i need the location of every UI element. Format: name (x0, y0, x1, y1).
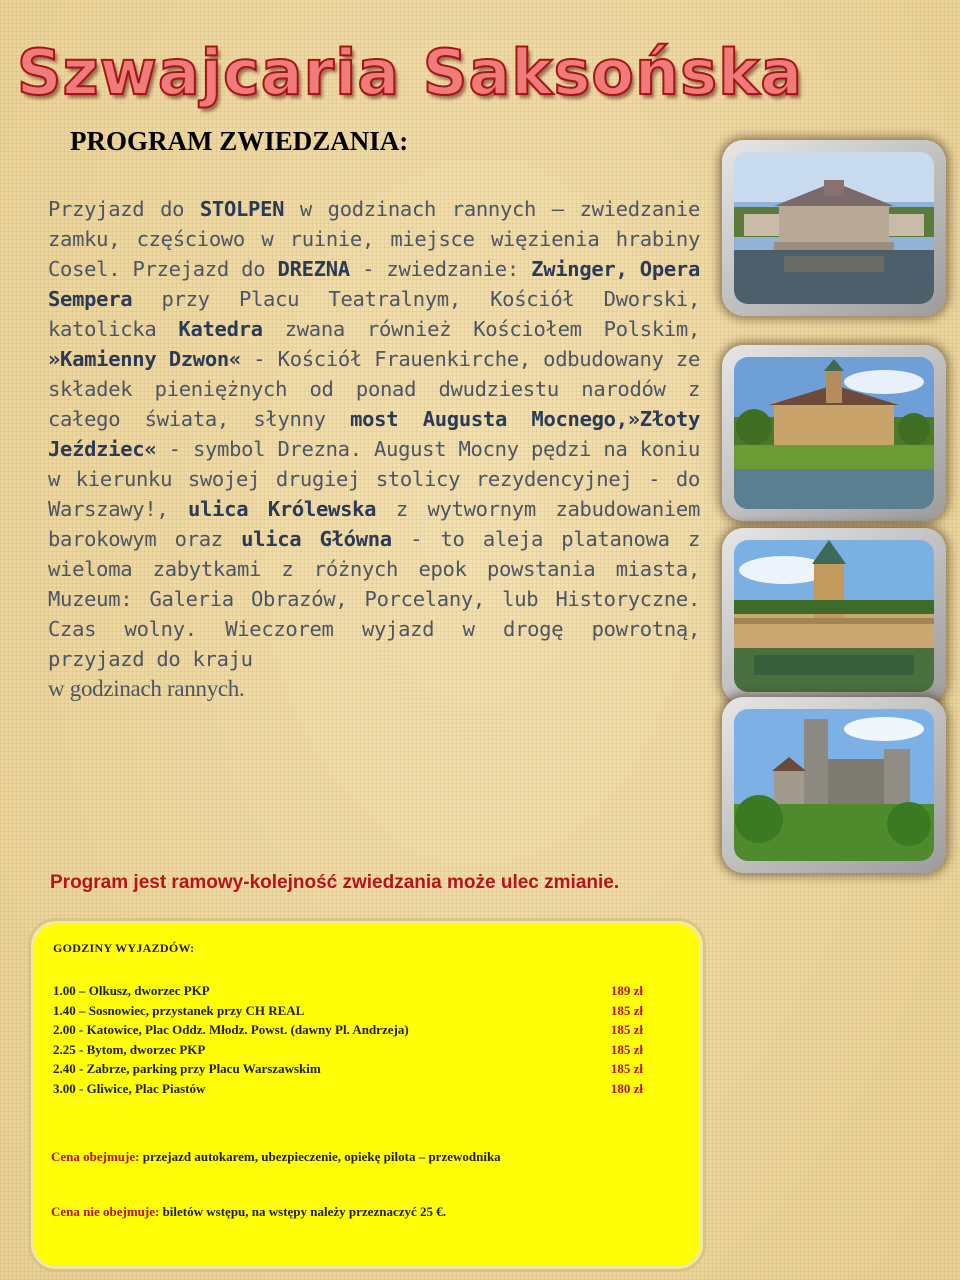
program-text: z wytwornym zabudowaniem barokowym oraz (48, 497, 700, 551)
program-text: - zwiedzanie: (349, 257, 532, 281)
price-includes (51, 1149, 501, 1165)
program-text: Przyjazd do (48, 197, 200, 221)
departure-price: 180 zł (610, 1081, 643, 1096)
departure-price: 185 zł (610, 1022, 643, 1037)
departure-label: 2.25 - Bytom, dworzec PKP (53, 1042, 206, 1057)
departure-row (53, 1061, 643, 1079)
program-text: - to aleja platanowa z wieloma zabytkami z różnych epok powstania miasta, Muzeum: Galeria Obrazów, Porcelany, lub Historyczne. Czas wolny. Wieczorem wyjazd w drogę powrotną, przyjazd do kraju (48, 527, 700, 671)
departures-box (28, 918, 706, 1272)
departure-price: 189 zł (610, 983, 643, 998)
program-description (48, 194, 700, 704)
departure-row (53, 1042, 643, 1060)
program-text: zwana również Kościołem Polskim, (262, 317, 701, 341)
departure-price: 185 zł (610, 1061, 643, 1076)
departure-price: 185 zł (610, 1042, 643, 1057)
palace-by-river-photo (722, 140, 946, 316)
program-note: Program jest ramowy-kolejność zwiedzania może ulec zmianie. (50, 872, 620, 893)
zwinger-pavilion-photo (722, 528, 946, 704)
program-highlight: DREZNA (277, 257, 350, 281)
departure-label: 2.00 - Katowice, Plac Oddz. Młodz. Powst. (dawny Pl. Andrzeja) (53, 1022, 409, 1037)
price-includes-text: przejazd autokarem, ubezpieczenie, opiekę pilota – przewodnika (139, 1149, 501, 1164)
program-heading: PROGRAM ZWIEDZANIA: (70, 126, 409, 156)
departure-row (53, 1022, 643, 1040)
program-last-line: w godzinach rannych. (48, 676, 245, 701)
program-highlight: Zwinger, Opera Sempera (48, 257, 700, 311)
departure-label: 1.00 – Olkusz, dworzec PKP (53, 983, 210, 998)
program-text: w godzinach rannych – zwiedzanie zamku, częściowo w ruinie, miejsce więzienia hrabiny Cosel. Przejazd do (48, 197, 701, 281)
departure-label: 3.00 - Gliwice, Plac Piastów (53, 1081, 206, 1096)
departure-price: 185 zł (610, 1003, 643, 1018)
program-highlight: ulica Królewska (188, 497, 377, 521)
program-highlight: ulica Główna (241, 527, 392, 551)
program-highlight: Katedra (178, 317, 263, 341)
program-highlight: »Kamienny Dzwon« (48, 347, 241, 371)
page-title: Szwajcaria Saksońska (16, 36, 804, 109)
departure-label: 2.40 - Zabrze, parking przy Placu Warszawskim (53, 1061, 321, 1076)
castle-ruin-photo (722, 697, 946, 873)
price-includes-label: Cena obejmuje: (51, 1149, 140, 1164)
price-excludes-label: Cena nie obejmuje: (51, 1204, 160, 1219)
departure-row (53, 1081, 643, 1099)
program-highlight: STOLPEN (199, 197, 285, 221)
departure-row (53, 1003, 643, 1021)
program-text: - symbol Drezna. August Mocny pędzi na koniu w kierunku swojej drugiej stolicy rezydencyjnej - do Warszawy!, (48, 437, 700, 521)
price-excludes (51, 1204, 446, 1220)
departures-heading: GODZINY WYJAZDÓW: (53, 941, 195, 955)
program-paragraph (48, 197, 700, 671)
riverside-building-photo (722, 345, 946, 521)
departure-row (53, 983, 643, 1001)
program-text: - Kościół Frauenkirche, odbudowany ze składek pieniężnych od ponad dwudziestu narodów z całego świata, słynny (48, 347, 700, 431)
program-text: przy Placu Teatralnym, Kościół Dworski, katolicka (48, 287, 700, 341)
price-excludes-text: biletów wstępu, na wstępy należy przeznaczyć 25 €. (159, 1204, 447, 1219)
program-highlight: most Augusta Mocnego,»Złoty Jeździec« (48, 407, 700, 461)
departure-label: 1.40 – Sosnowiec, przystanek przy CH REAL (53, 1003, 305, 1018)
